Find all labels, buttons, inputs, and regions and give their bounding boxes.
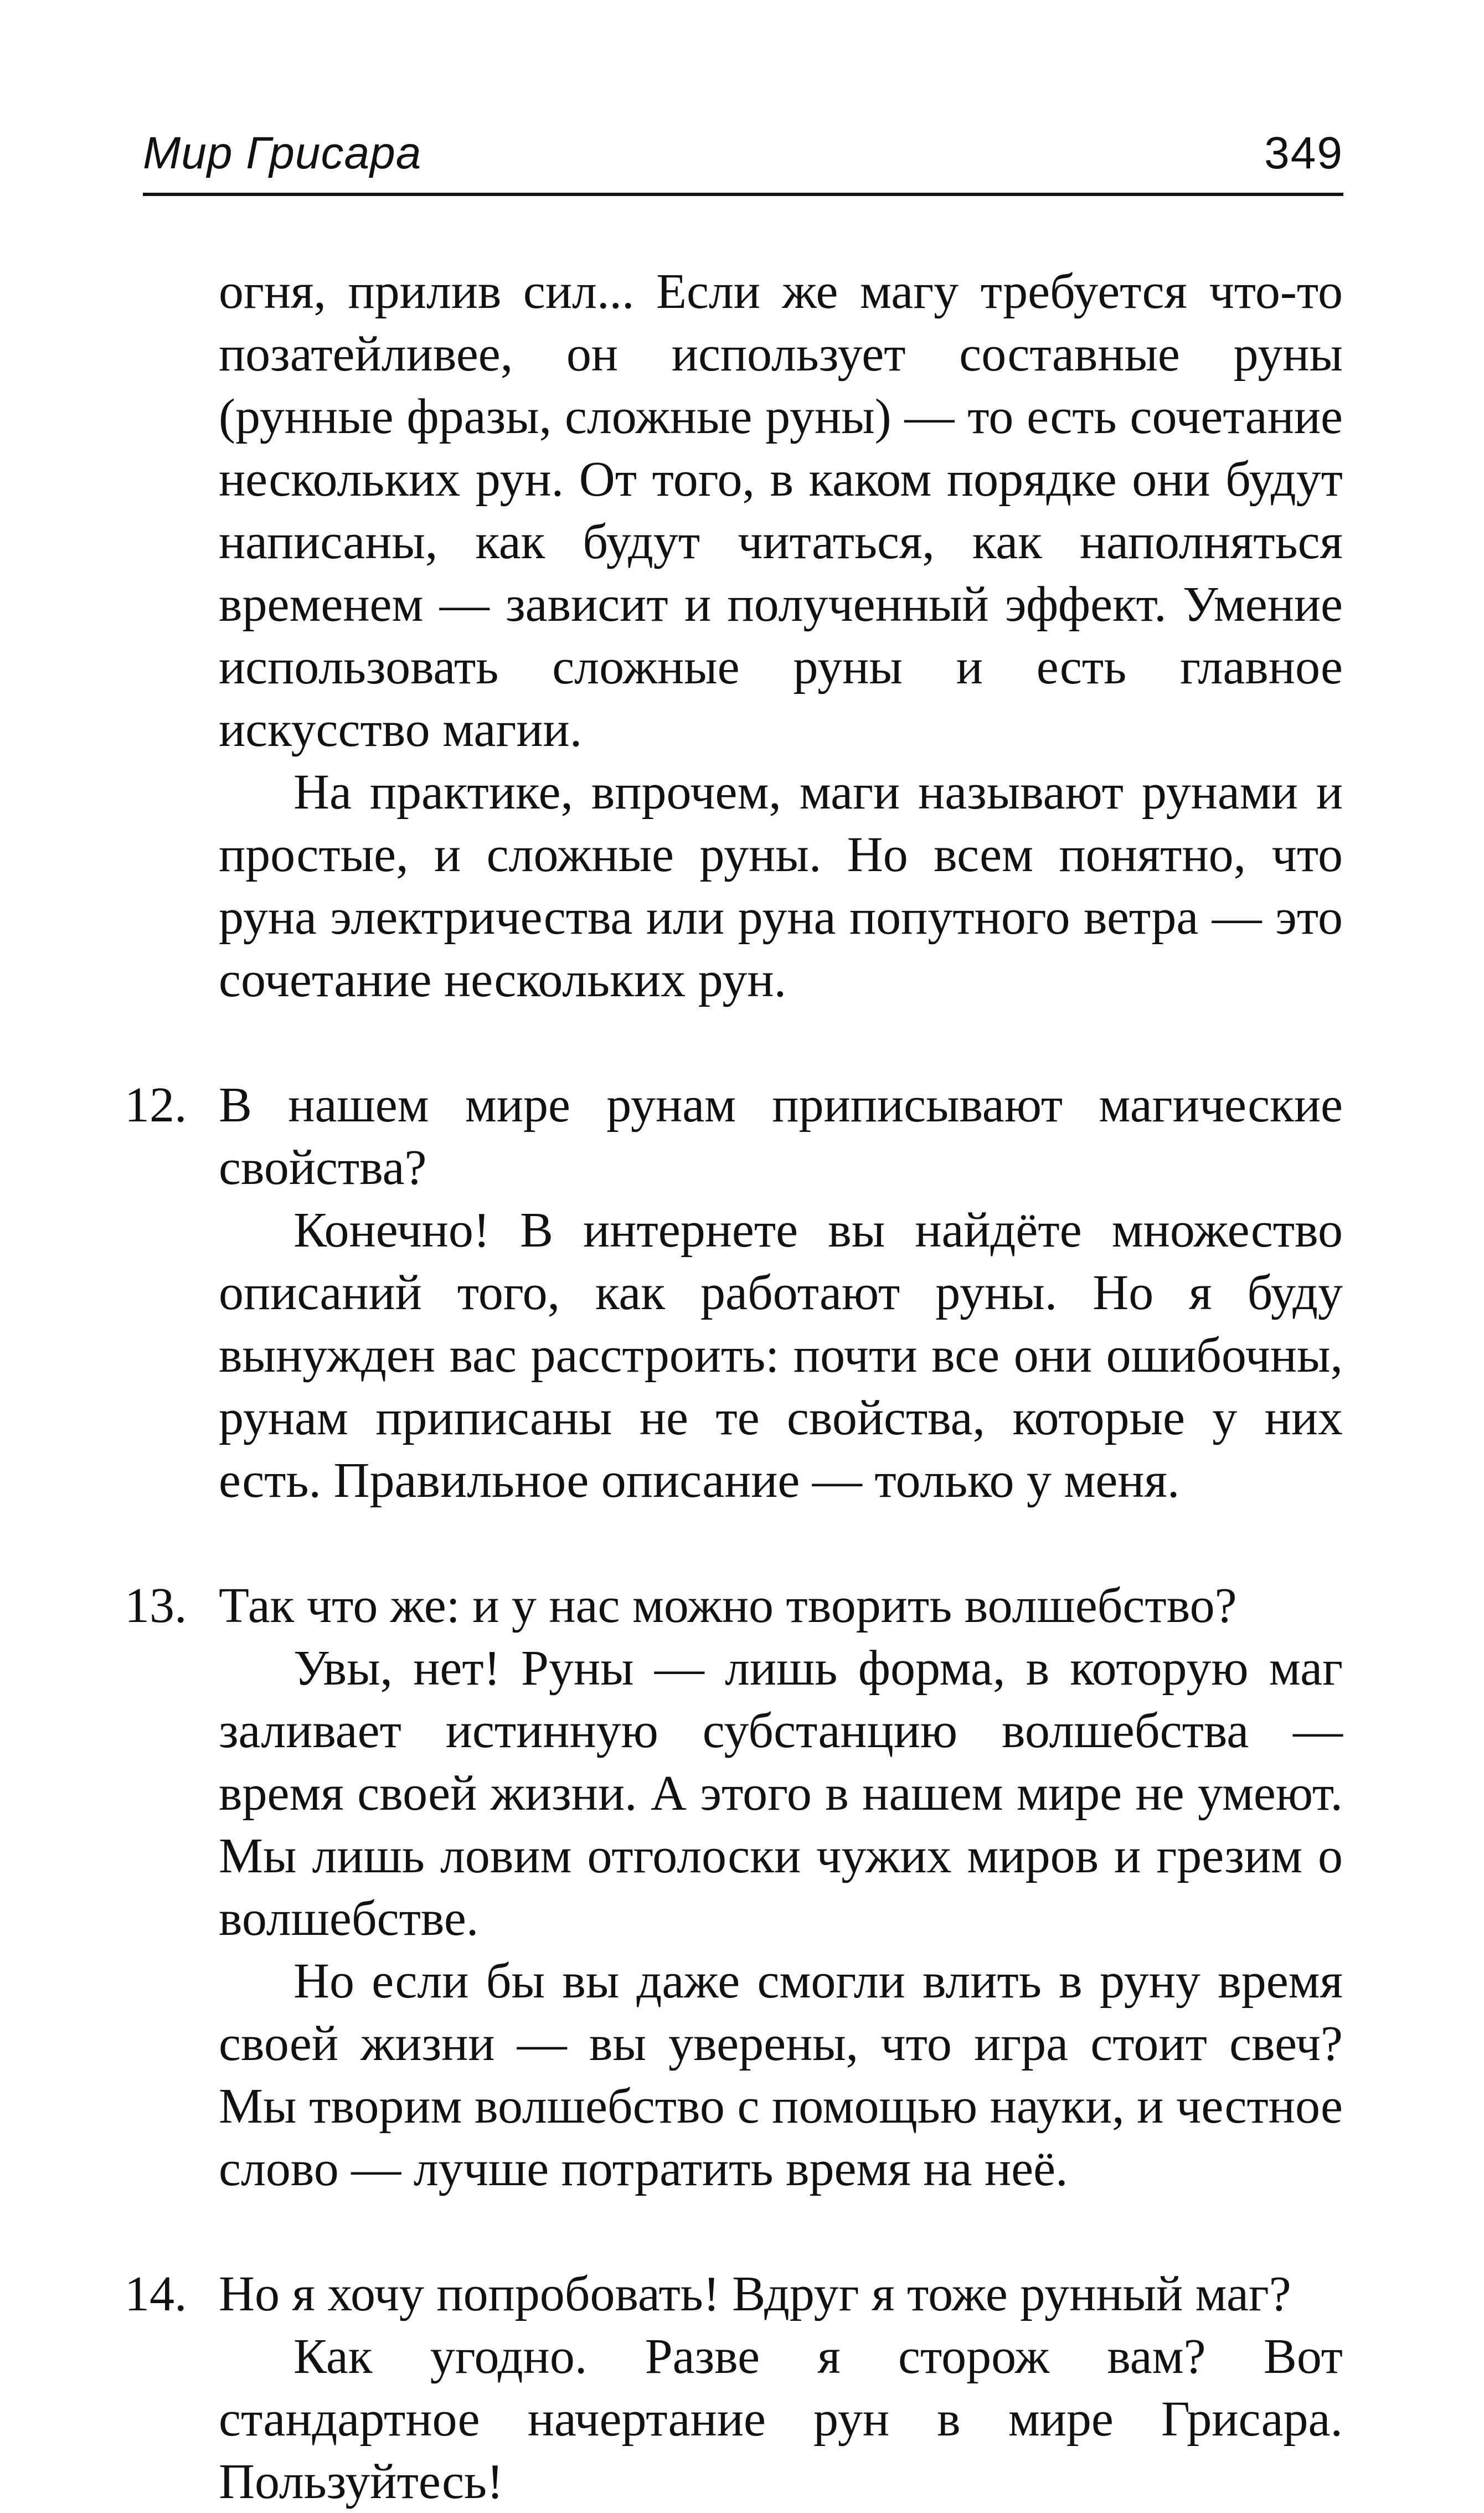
page-number: 349 bbox=[1264, 128, 1343, 178]
question bbox=[125, 2263, 1343, 2325]
page-header bbox=[143, 126, 1343, 196]
question-number: 14. bbox=[125, 2267, 187, 2321]
question bbox=[125, 1074, 1343, 1199]
question-number: 12. bbox=[125, 1078, 187, 1132]
faq-item-12 bbox=[125, 1074, 1343, 1512]
question-number: 13. bbox=[125, 1578, 187, 1633]
question-text: В нашем мире рунам приписывают магические свойства? bbox=[219, 1078, 1343, 1195]
question-text: Но я хочу попробовать! Вдруг я тоже рунный маг? bbox=[219, 2267, 1291, 2321]
faq-item-14 bbox=[125, 2263, 1343, 2513]
answer-paragraph: Конечно! В интернете вы найдёте множество описаний того, как работают руны. Но я буду вынужден вас расстроить: почти все они ошибочны, рунам приписаны не те свойства, которые у них есть. Правильное описание — только у меня. bbox=[219, 1203, 1343, 1508]
answer-paragraph: Как угодно. Разве я сторож вам? Вот стандартное начертание рун в мире Грисара. Пользуйтесь! bbox=[219, 2329, 1343, 2509]
running-title: Мир Грисара bbox=[143, 128, 422, 178]
answer-paragraph: Но если бы вы даже смогли влить в руну время своей жизни — вы уверены, что игра стоит свеч? Мы творим волшебство с помощью науки, и честное слово — лучше потратить время на неё. bbox=[219, 1954, 1343, 2196]
faq-item-13 bbox=[125, 1574, 1343, 2200]
question-text: Так что же: и у нас можно творить волшебство? bbox=[219, 1578, 1237, 1633]
question bbox=[125, 1574, 1343, 1637]
page-body bbox=[125, 260, 1343, 2513]
intro-paragraph: На практике, впрочем, маги называют рунами и простые, и сложные руны. Но всем понятно, что руна электричества или руна попутного ветра — это сочетание нескольких рун. bbox=[219, 765, 1343, 1007]
intro-paragraph: огня, прилив сил... Если же магу требуется что-то позатейливее, он использует составные руны (рунные фразы, сложные руны) — то есть сочетание нескольких рун. От того, в каком порядке они будут написаны, как будут читаться, как наполняться временем — зависит и полученный эффект. Умение использовать сложные руны и есть главное искусство магии. bbox=[219, 264, 1343, 757]
answer-paragraph: Увы, нет! Руны — лишь форма, в которую маг заливает истинную субстанцию волшебства — время своей жизни. А этого в нашем мире не умеют. Мы лишь ловим отголоски чужих миров и грезим о волшебстве. bbox=[219, 1641, 1343, 1946]
